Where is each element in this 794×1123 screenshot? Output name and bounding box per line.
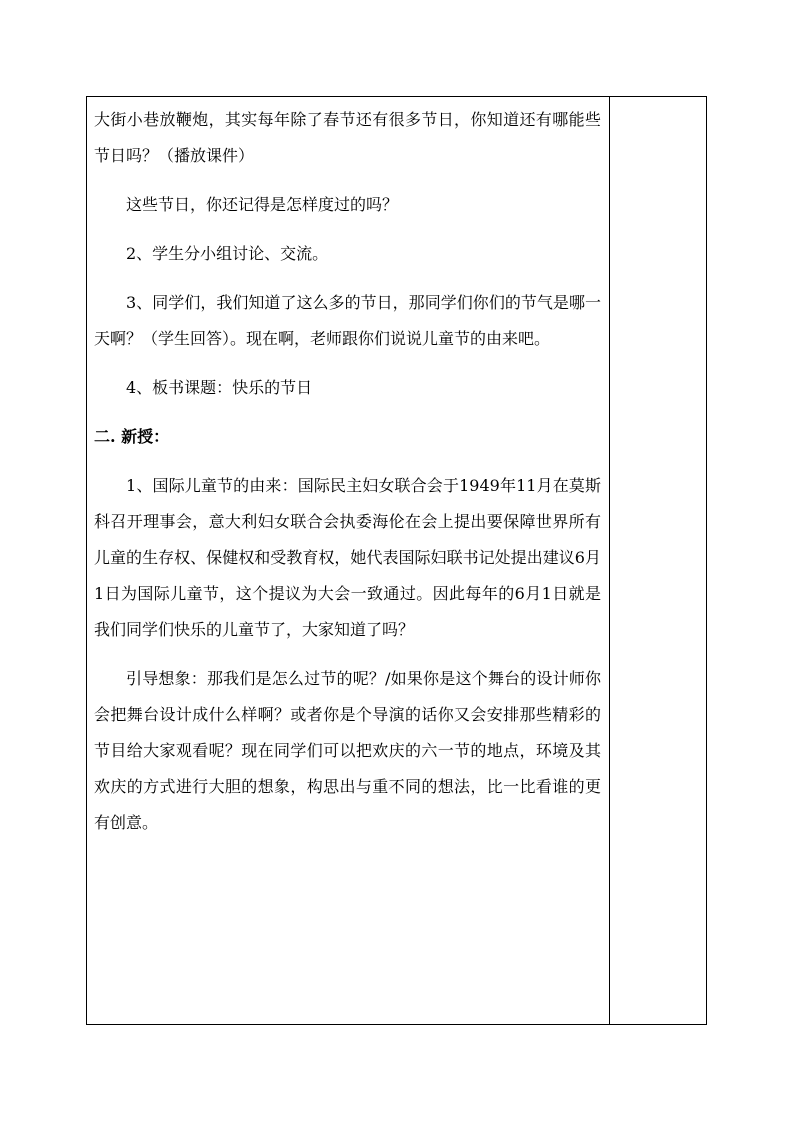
step-3-paragraph: 3、同学们，我们知道了这么多的节日，那同学们你们的节气是哪一天啊？（学生回答）。现在啊，老师跟你们说说儿童节的由来吧。 bbox=[94, 293, 601, 348]
discussion-question: 这些节日，你还记得是怎样度过的吗？ bbox=[126, 195, 399, 214]
childrens-day-origin-paragraph: 1、国际儿童节的由来：国际民主妇女联合会于1949年11月在莫斯科召开理事会，意大利妇女联合会执委海伦在会上提出要保障世界所有儿童的生存权、保健权和受教育权，她代表国际妇联书记处提出建议6月1日为国际儿童节，这个提议为大会一致通过。因此每年的6月1日就是我们同学们快乐的儿童节了，大家知道了吗？ bbox=[94, 476, 601, 639]
intro-paragraph: 大街小巷放鞭炮，其实每年除了春节还有很多节日，你知道还有哪能些节日吗？（播放课件） bbox=[94, 110, 601, 165]
step-4-paragraph: 4、板书课题：快乐的节日 bbox=[126, 378, 313, 397]
step-2-paragraph: 2、学生分小组讨论、交流。 bbox=[126, 244, 329, 263]
section-heading-new-lesson: 二. 新授： bbox=[94, 427, 170, 446]
imagination-guidance-paragraph: 引导想象：那我们是怎么过节的呢？/如果你是这个舞台的设计师你会把舞台设计成什么样啊？或者你是个导演的话你又会安排那些精彩的节目给大家观看呢？现在同学们可以把欢庆的六一节的地点，环境及其欢庆的方式进行大胆的想象，构思出与重不同的想法，比一比看谁的更有创意。 bbox=[94, 669, 601, 832]
lesson-content-cell bbox=[87, 97, 610, 1024]
notes-column-cell bbox=[610, 97, 706, 1024]
lesson-plan-table bbox=[86, 96, 707, 1025]
